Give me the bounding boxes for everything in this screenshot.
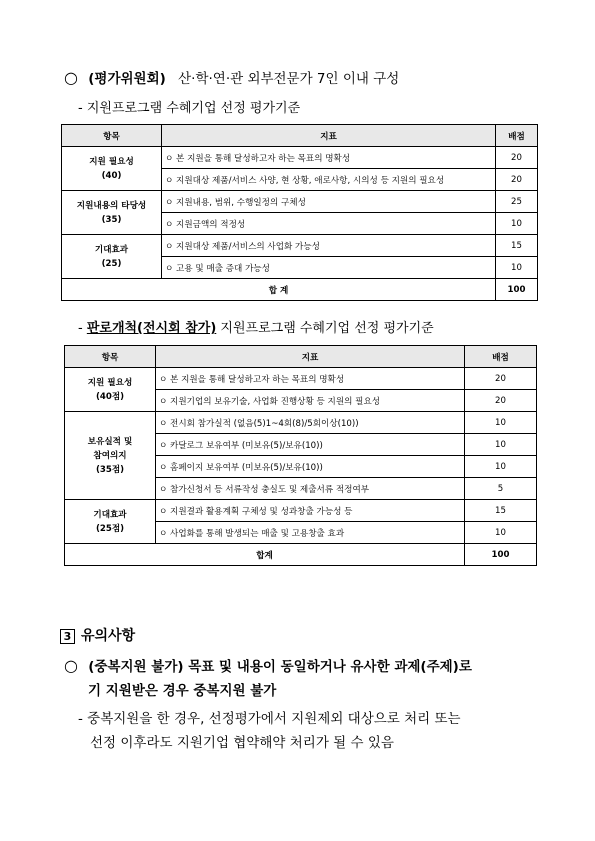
total-label: 합계 xyxy=(65,544,465,566)
evaluation-table-1 xyxy=(61,124,538,301)
sub-heading-2-bold: 판로개척(전시회 참가) xyxy=(86,321,217,336)
indicator-cell: ㅇ 카달로그 보유여부 (미보유(5)/보유(10)) xyxy=(156,434,465,456)
table-row xyxy=(65,500,537,522)
header-indicator: 지표 xyxy=(156,346,465,368)
score-cell: 10 xyxy=(496,257,538,279)
score-cell: 25 xyxy=(496,191,538,213)
header-item: 항목 xyxy=(62,125,162,147)
indicator-cell: ㅇ 지원기업의 보유기술, 사업화 진행상황 등 지원의 필요성 xyxy=(156,390,465,412)
category-cell: 지원 필요성 (40) xyxy=(62,147,162,191)
notice-bold: (중복지원 불가) xyxy=(88,659,184,675)
indicator-cell: ㅇ 지원내용, 범위, 수행일정의 구체성 xyxy=(162,191,496,213)
notice-text-2: 기 지원받은 경우 중복지원 불가 xyxy=(88,683,277,699)
total-score: 100 xyxy=(465,544,537,566)
score-cell: 10 xyxy=(465,522,537,544)
category-cell: 지원내용의 타당성 (35) xyxy=(62,191,162,235)
sub-heading-2-prefix: - xyxy=(78,321,87,336)
evaluation-table-2 xyxy=(64,345,537,566)
category-cell: 보유실적 및 참여의지 (35점) xyxy=(65,412,156,500)
indicator-cell: ㅇ 전시회 참가실적 (없음(5)1~4회(8)/5회이상(10)) xyxy=(156,412,465,434)
committee-text: 산·학·연·관 외부전문가 7인 이내 구성 xyxy=(178,71,400,87)
indicator-cell: ㅇ 지원결과 활용계획 구체성 및 성과창출 가능성 등 xyxy=(156,500,465,522)
dash-line-1: - 중복지원을 한 경우, 선정평가에서 지원제외 대상으로 처리 또는 xyxy=(78,711,461,727)
total-label: 합 계 xyxy=(62,279,496,301)
score-cell: 10 xyxy=(465,412,537,434)
indicator-cell: ㅇ 지원금액의 적정성 xyxy=(162,213,496,235)
indicator-cell: ㅇ 사업화를 통해 발생되는 매출 및 고용창출 효과 xyxy=(156,522,465,544)
total-row xyxy=(62,279,538,301)
committee-label: (평가위원회) xyxy=(88,71,166,87)
table-row xyxy=(65,412,537,434)
category-cell: 기대효과 (25점) xyxy=(65,500,156,544)
indicator-cell: ㅇ 본 지원을 통해 달성하고자 하는 목표의 명확성 xyxy=(162,147,496,169)
indicator-cell: ㅇ 지원대상 제품/서비스의 사업화 가능성 xyxy=(162,235,496,257)
table-row xyxy=(62,191,538,213)
notice-text-1: 목표 및 내용이 동일하거나 유사한 과제(주제)로 xyxy=(183,659,472,675)
score-cell: 10 xyxy=(465,456,537,478)
score-cell: 15 xyxy=(465,500,537,522)
sub-heading-1: - 지원프로그램 수혜기업 선정 평가기준 xyxy=(78,101,301,116)
score-cell: 5 xyxy=(465,478,537,500)
category-cell: 지원 필요성 (40점) xyxy=(65,368,156,412)
table-row xyxy=(65,368,537,390)
sub-heading-2 xyxy=(78,317,434,336)
circle-bullet: ○ xyxy=(64,656,78,675)
total-row xyxy=(65,544,537,566)
score-cell: 15 xyxy=(496,235,538,257)
sub-heading-2-text: 지원프로그램 수혜기업 선정 평가기준 xyxy=(216,321,434,336)
indicator-cell: ㅇ 지원대상 제품/서비스 사양, 현 상황, 애로사항, 시의성 등 지원의 필요성 xyxy=(162,169,496,191)
category-cell: 기대효과 (25) xyxy=(62,235,162,279)
section-3-heading xyxy=(60,625,135,645)
section-number-box: 3 xyxy=(60,629,75,644)
indicator-cell: ㅇ 본 지원을 통해 달성하고자 하는 목표의 명확성 xyxy=(156,368,465,390)
evaluation-committee-line xyxy=(64,67,399,87)
indicator-cell: ㅇ 고용 및 매출 증대 가능성 xyxy=(162,257,496,279)
total-score: 100 xyxy=(496,279,538,301)
indicator-cell: ㅇ 참가신청서 등 서류작성 충실도 및 제출서류 적정여부 xyxy=(156,478,465,500)
score-cell: 20 xyxy=(465,390,537,412)
score-cell: 10 xyxy=(465,434,537,456)
table-row xyxy=(62,235,538,257)
header-score: 배점 xyxy=(465,346,537,368)
header-score: 배점 xyxy=(496,125,538,147)
score-cell: 20 xyxy=(496,147,538,169)
score-cell: 10 xyxy=(496,213,538,235)
header-item: 항목 xyxy=(65,346,156,368)
indicator-cell: ㅇ 홈페이지 보유여부 (미보유(5)/보유(10)) xyxy=(156,456,465,478)
circle-bullet: ○ xyxy=(64,68,78,87)
score-cell: 20 xyxy=(465,368,537,390)
header-indicator: 지표 xyxy=(162,125,496,147)
section-3-title: 유의사항 xyxy=(81,628,136,644)
table-row xyxy=(62,147,538,169)
score-cell: 20 xyxy=(496,169,538,191)
duplicate-support-notice xyxy=(64,655,472,678)
dash-line-2: 선정 이후라도 지원기업 협약해약 처리가 될 수 있음 xyxy=(90,735,394,751)
